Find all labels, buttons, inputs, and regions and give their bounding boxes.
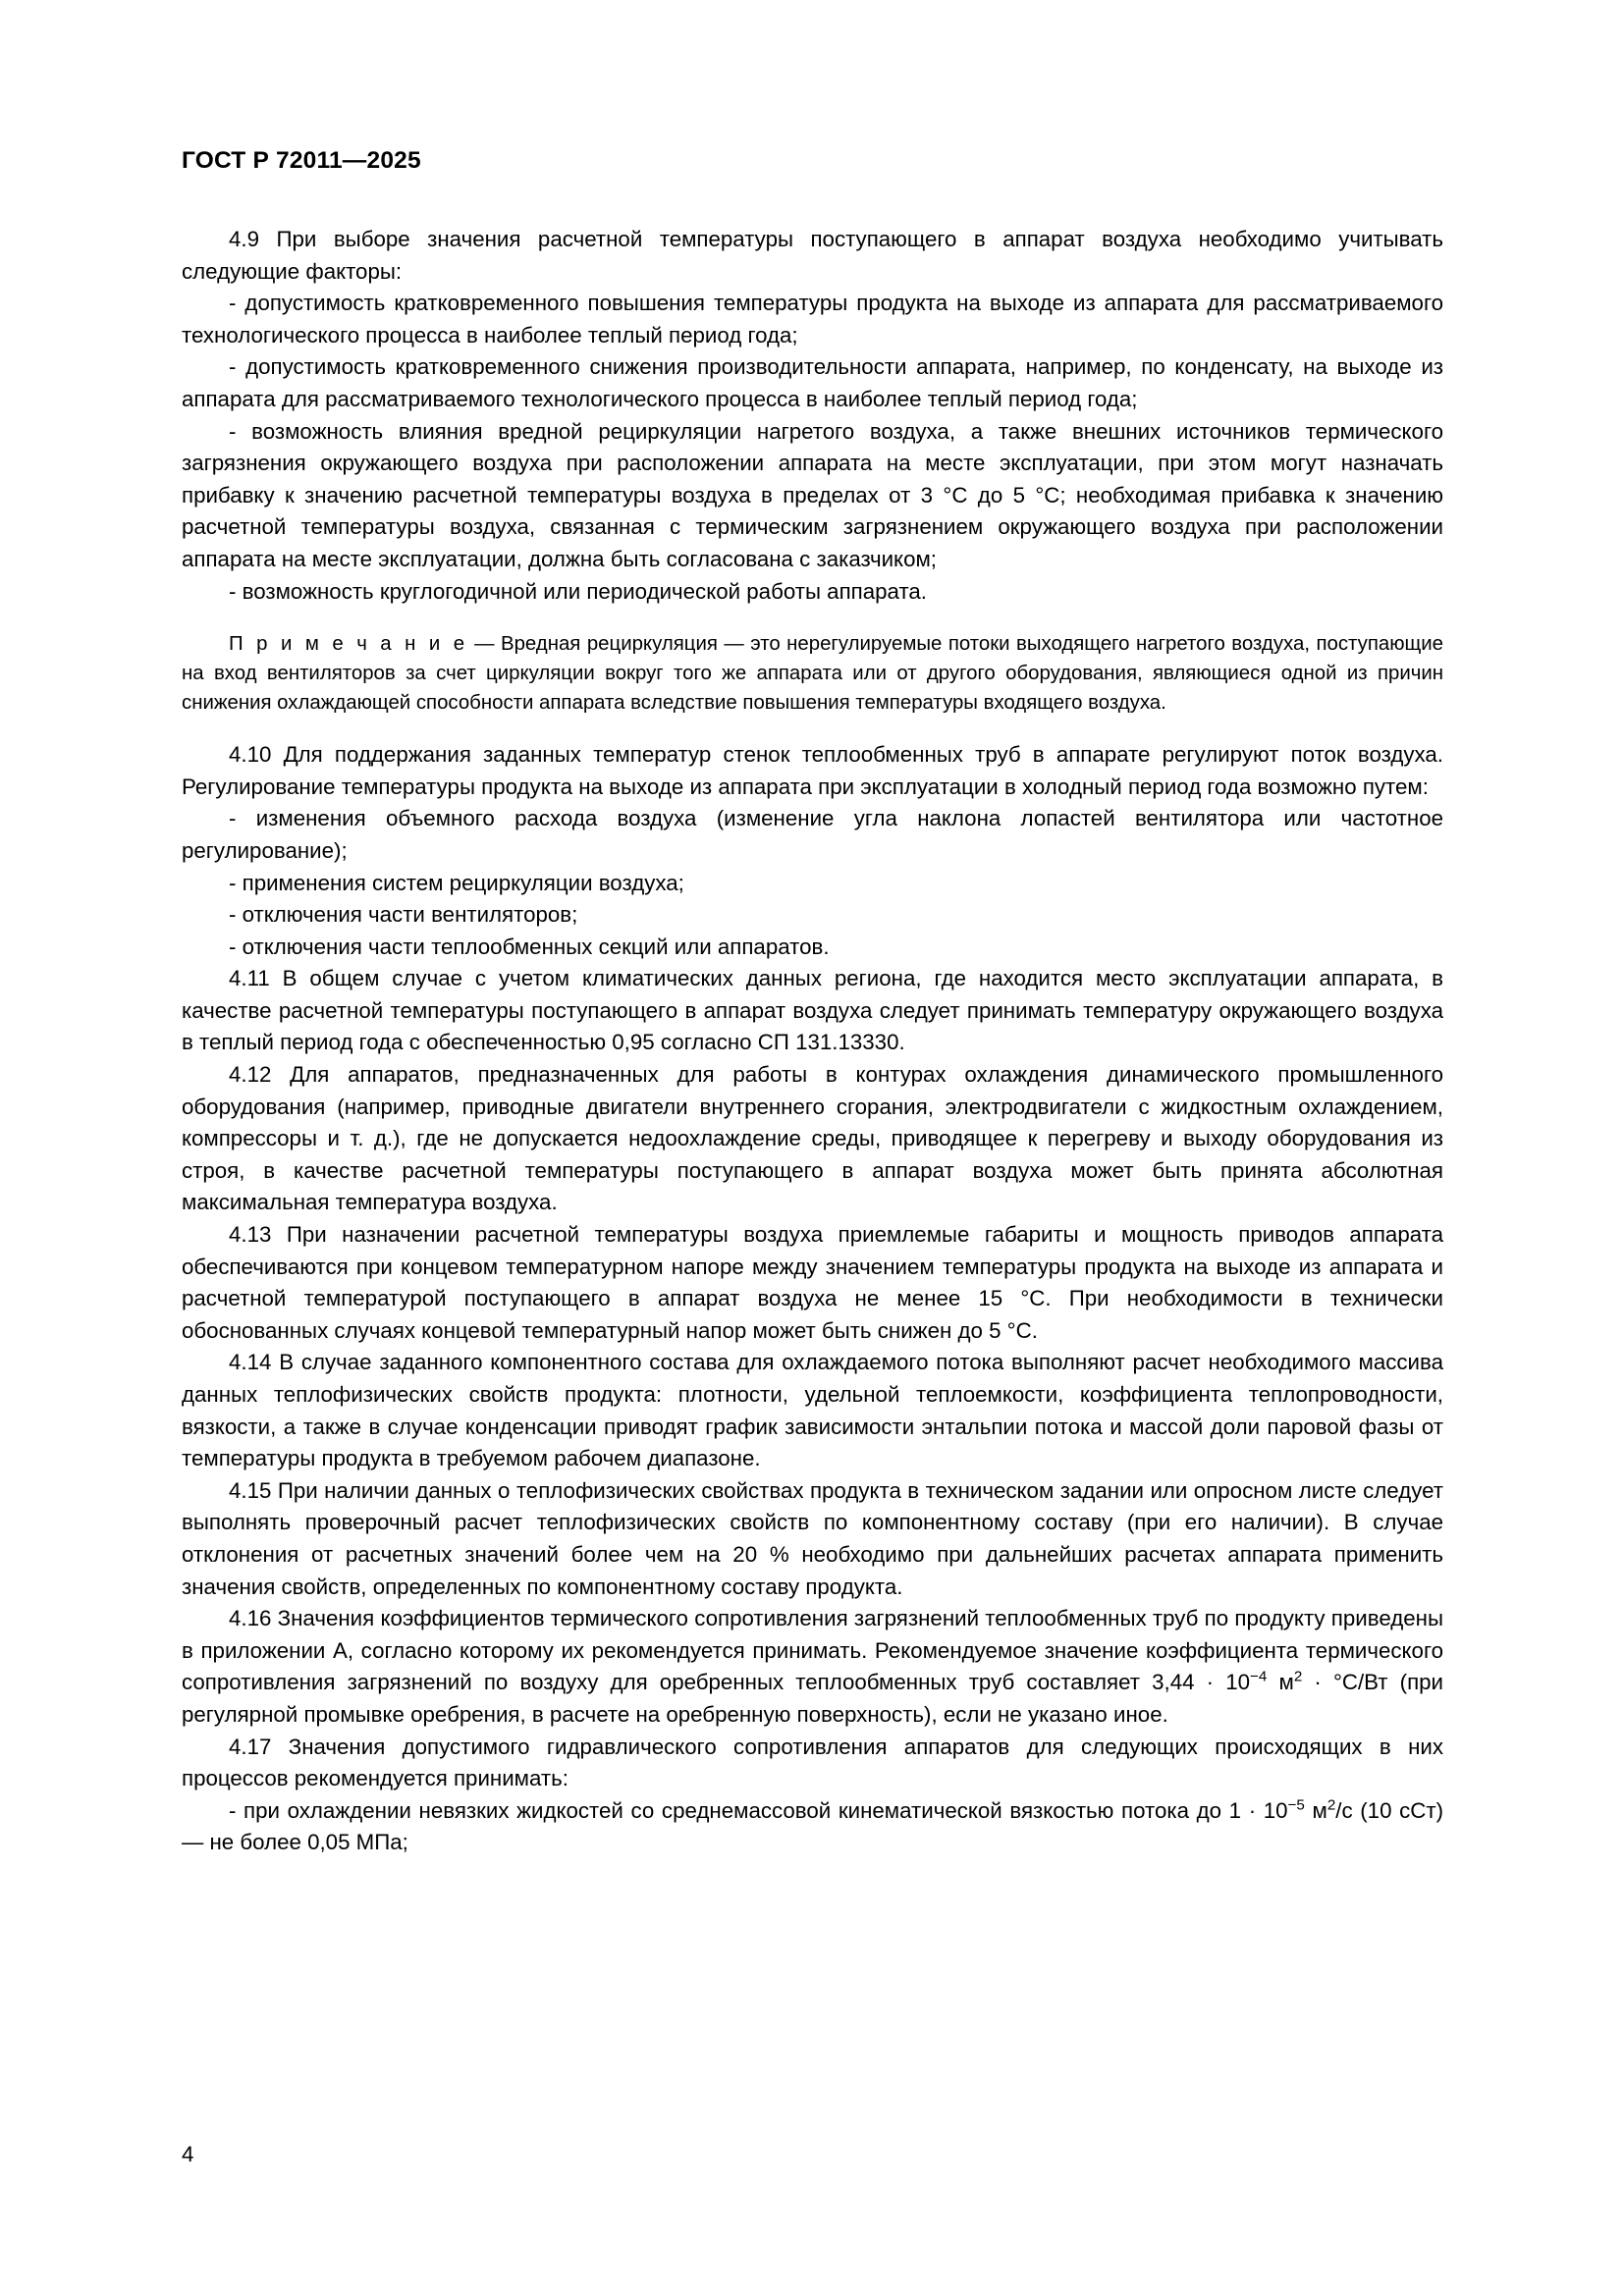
bullet-4-10-2: - применения систем рециркуляции воздуха; xyxy=(229,870,684,895)
paragraph-4-16-text-b: м xyxy=(1267,1670,1294,1695)
bullet-4-17-1-text-b: м xyxy=(1304,1797,1327,1823)
paragraph-4-16-text-c: · °С/Вт (при регулярной промывке оребрения, в расчете на оребренную поверхность), если не указано иное. xyxy=(182,1670,1444,1727)
paragraph-4-16-text-a: 4.16 Значения коэффициентов термического сопротивления загрязнений теплообменных труб по продукту приведены в приложении А, согласно которому их рекомендуется принимать. Рекомендуемое значение коэффициента термического сопротивления загрязнений по воздуху для оребренных теплообменных труб составляет 3,44 · 10 xyxy=(182,1606,1443,1695)
paragraph-4-9: 4.9 При выборе значения расчетной температуры поступающего в аппарат воздуха необходимо учитывать следующие факторы: xyxy=(182,227,1443,284)
bullet-4-9-3: - возможность влияния вредной рециркуляции нагретого воздуха, а также внешних источников термического загрязнения окружающего воздуха при расположении аппарата на месте эксплуатации, при этом могут назначать прибавку к значению расчетной температуры воздуха в пределах от 3 °С до 5 °С; необходимая прибавка к значению расчетной температуры воздуха, связанная с термическим загрязнением окружающего воздуха при расположении аппарата на месте эксплуатации, должна быть согласована с заказчиком; xyxy=(182,418,1443,571)
paragraph-4-14: 4.14 В случае заданного компонентного состава для охлаждаемого потока выполняют расчет необходимого массива данных теплофизических свойств продукта: плотности, удельной теплоемкости, коэффициента теплопроводности, вязкости, а также в случае конденсации приводят график зависимости энтальпии потока и массой доли паровой фазы от температуры продукта в требуемом рабочем диапазоне. xyxy=(182,1350,1443,1471)
page-header: ГОСТ Р 72011—2025 xyxy=(182,147,421,174)
bullet-4-17-1 xyxy=(182,1795,1443,1859)
bullet-4-9-2: - допустимость кратковременного снижения производительности аппарата, например, по конденсату, на выходе из аппарата для рассматриваемого технологического процесса в наиболее теплый период года; xyxy=(182,354,1443,411)
paragraph-4-16-exponent-a: −4 xyxy=(1250,1668,1268,1685)
paragraph-4-11: 4.11 В общем случае с учетом климатических данных региона, где находится место эксплуатации аппарата, в качестве расчетной температуры поступающего в аппарат воздуха следует принимать температуру окружающего воздуха в теплый период года с обеспеченностью 0,95 согласно СП 131.13330. xyxy=(182,966,1443,1055)
paragraph-4-13: 4.13 При назначении расчетной температуры воздуха приемлемые габариты и мощность приводов аппарата обеспечиваются при концевом температурном напоре между значением температуры продукта на выходе из аппарата и расчетной температурой поступающего в аппарат воздуха не менее 15 °С. При необходимости в технически обоснованных случаях концевой температурный напор может быть снижен до 5 °С. xyxy=(182,1222,1443,1343)
note-label: П р и м е ч а н и е xyxy=(229,633,468,656)
paragraph-4-16 xyxy=(182,1603,1443,1731)
page-body xyxy=(182,224,1443,1859)
note-text: — Вредная рециркуляция — это нерегулируемые потоки выходящего нагретого воздуха, поступающие на вход вентиляторов за счет циркуляции вокруг того же аппарата или от другого оборудования, являющиеся одной из причин снижения охлаждающей способности аппарата вследствие повышения температуры входящего воздуха. xyxy=(182,633,1443,715)
bullet-4-9-4: - возможность круглогодичной или периодической работы аппарата. xyxy=(229,578,927,604)
paragraph-4-15: 4.15 При наличии данных о теплофизических свойствах продукта в техническом задании или опросном листе следует выполнять проверочный расчет теплофизических свойств по компонентному составу (при его наличии). В случае отклонения от расчетных значений более чем на 20 % необходимо при дальнейших расчетах аппарата применить значения свойств, определенных по компонентному составу продукта. xyxy=(182,1477,1443,1599)
bullet-4-17-1-exponent-b: 2 xyxy=(1326,1796,1336,1814)
paragraph-4-12: 4.12 Для аппаратов, предназначенных для работы в контурах охлаждения динамического промышленного оборудования (например, приводные двигатели внутреннего сгорания, электродвигатели с жидкостным охлаждением, компрессоры и т. д.), где не допускается недоохлаждение среды, приводящее к перегреву и выходу оборудования из строя, в качестве расчетной температуры поступающего в аппарат воздуха может быть принята абсолютная максимальная температура воздуха. xyxy=(182,1062,1443,1215)
bullet-4-10-3: - отключения части вентиляторов; xyxy=(229,902,578,928)
bullet-4-10-1: - изменения объемного расхода воздуха (изменение угла наклона лопастей вентилятора или частотное регулирование); xyxy=(182,806,1443,863)
paragraph-4-16-exponent-b: 2 xyxy=(1293,1668,1303,1685)
bullet-4-17-1-text-a: - при охлаждении невязких жидкостей со среднемассовой кинематической вязкостью потока до 1 · 10 xyxy=(229,1797,1288,1823)
bullet-4-17-1-exponent-a: −5 xyxy=(1287,1796,1305,1814)
bullet-4-10-4: - отключения части теплообменных секций или аппаратов. xyxy=(229,934,830,959)
note-block xyxy=(182,629,1443,718)
paragraph-4-17: 4.17 Значения допустимого гидравлического сопротивления аппаратов для следующих происходящих в них процессов рекомендуется принимать: xyxy=(182,1734,1443,1791)
page-number: 4 xyxy=(182,2142,194,2166)
paragraph-4-10: 4.10 Для поддержания заданных температур стенок теплообменных труб в аппарате регулируют поток воздуха. Регулирование температуры продукта на выходе из аппарата при эксплуатации в холодный период года возможно путем: xyxy=(182,742,1443,799)
bullet-4-9-1: - допустимость кратковременного повышения температуры продукта на выходе из аппарата для рассматриваемого технологического процесса в наиболее теплый период года; xyxy=(182,291,1443,347)
bullet-4-17-1-text-c: /с (10 сСт) — не более 0,05 МПа; xyxy=(182,1797,1443,1855)
